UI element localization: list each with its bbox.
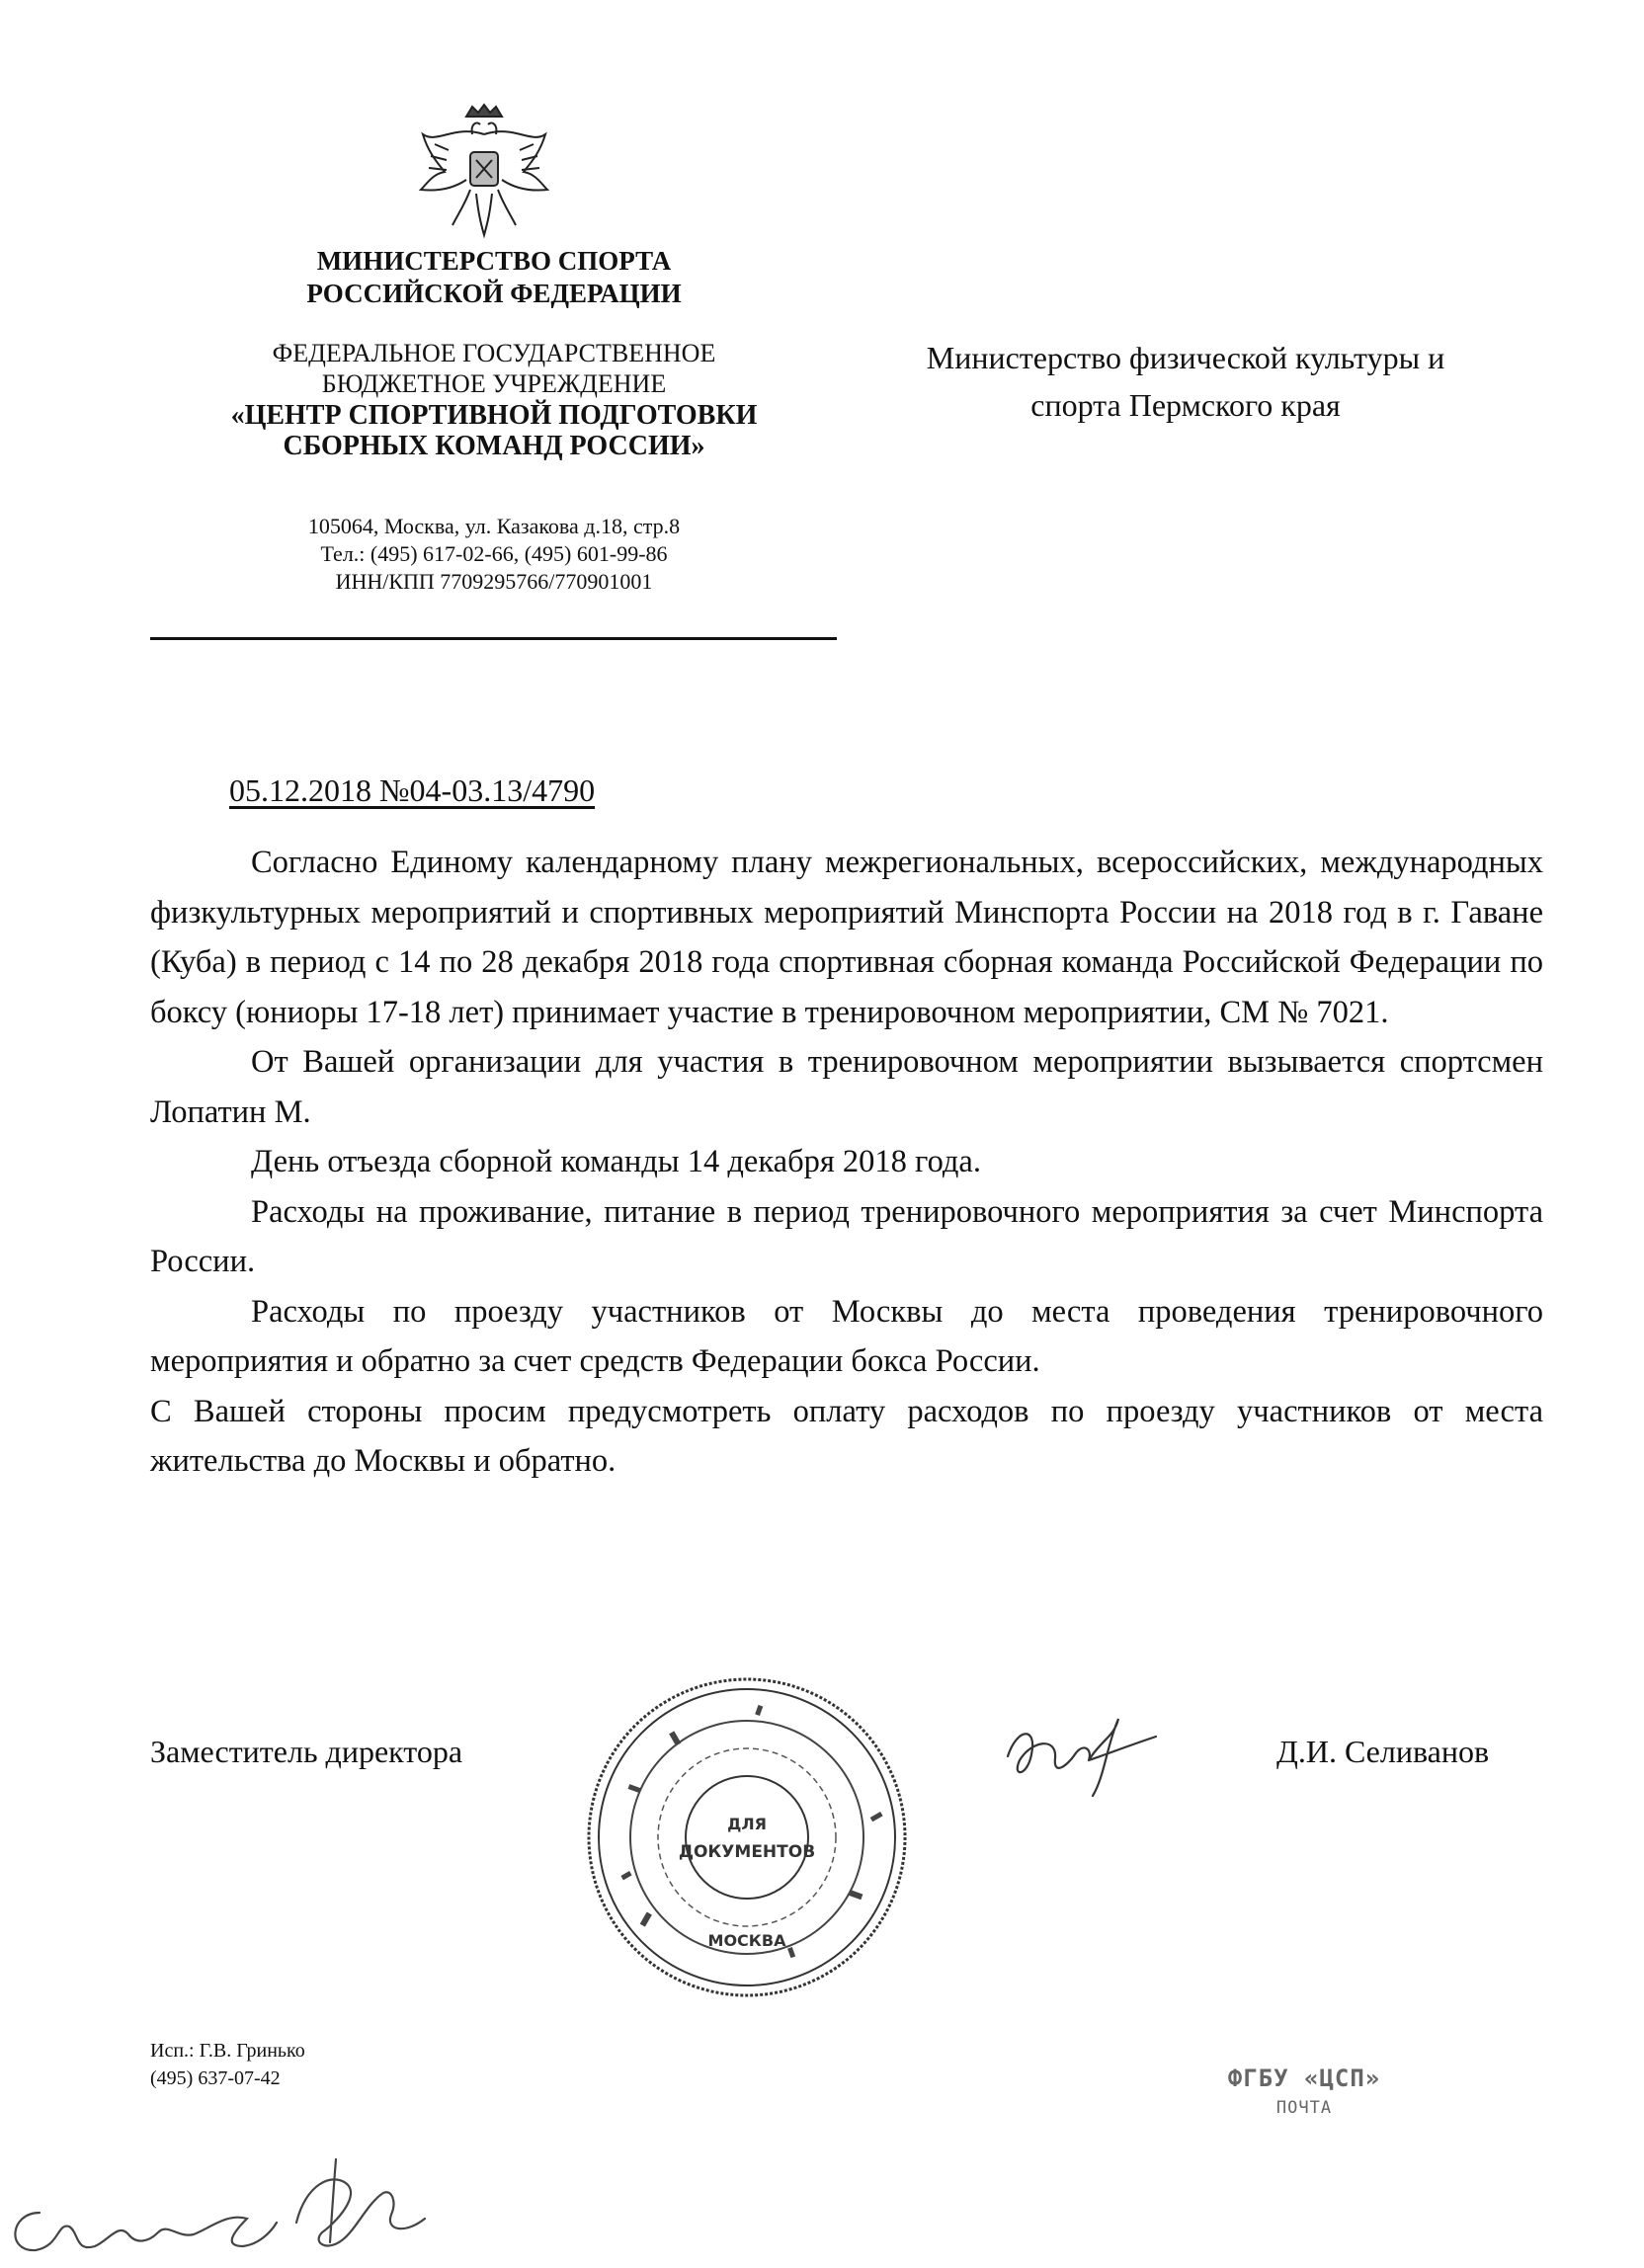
post-stamp-line-1: ФГБУ «ЦСП» (1227, 2065, 1381, 2092)
handwritten-signature (998, 1697, 1166, 1806)
executor-info (150, 2037, 305, 2092)
addressee-line-2: спорта Пермского края (1030, 387, 1341, 423)
ministry-name (148, 245, 840, 310)
post-stamp-line-2: ПОЧТА (1275, 2098, 1333, 2118)
signatory-title: Заместитель директора (150, 1734, 463, 1769)
post-office-stamp (1166, 2065, 1442, 2118)
signatory-name: Д.И. Селиванов (1276, 1734, 1490, 1769)
body-paragraph: Расходы по проезду участников от Москвы до места проведения тренировочного мероприятия и обратно за счет средств Федерации бокса России. (150, 1293, 1543, 1379)
body-paragraph: Согласно Единому календарному плану межрегиональных, всероссийских, международных физкультурных мероприятий и спортивных мероприятий Минспорта России на 2018 год в г. Гаване (Куба) в период с 14 по 28 декабря 2018 года спортивная сборная команда Российской Федерации по боксу (юниоры 17-18 лет) принимает участие в тренировочном мероприятии, СМ № 7021. (150, 845, 1543, 1030)
handwritten-annotation (0, 2144, 454, 2268)
institution-title-line-2: СБОРНЫХ КОМАНД РОССИИ» (283, 431, 705, 461)
institution-title-line-1: «ЦЕНТР СПОРТИВНОЙ ПОДГОТОВКИ (230, 400, 758, 431)
official-seal-stamp (579, 1669, 915, 2005)
institution-line-2: БЮДЖЕТНОЕ УЧРЕЖДЕНИЕ (321, 369, 667, 398)
ministry-line-2: РОССИЙСКОЙ ФЕДЕРАЦИИ (306, 279, 682, 308)
seal-inner-line-2: ДОКУМЕНТОВ (678, 1842, 816, 1862)
body-paragraph: День отъезда сборной команды 14 декабря 2018 года. (251, 1144, 981, 1179)
institution-address: 105064, Москва, ул. Казакова д.18, стр.8 (307, 514, 681, 538)
body-paragraph: Расходы на проживание, питание в период тренировочного мероприятия за счет Минспорта России. (150, 1193, 1543, 1279)
executor-name: Исп.: Г.В. Гринько (150, 2040, 305, 2062)
coat-of-arms-emblem-icon (415, 95, 553, 243)
letter-body (150, 838, 1543, 1487)
institution-name (148, 338, 840, 460)
document-reference: 05.12.2018 №04-03.13/4790 (229, 772, 596, 808)
letterhead-divider (150, 637, 837, 640)
institution-inn: ИНН/КПП 7709295766/770901001 (335, 569, 653, 594)
addressee-line-1: Министерство физической культуры и (926, 340, 1445, 375)
body-paragraph-final: С Вашей стороны просим предусмотреть оплату расходов по проезду участников от места жительства до Москвы и обратно. (150, 1393, 1543, 1479)
executor-phone: (495) 637-07-42 (150, 2067, 281, 2089)
body-paragraph: От Вашей организации для участия в тренировочном мероприятии вызывается спортсмен Лопатин М. (150, 1044, 1543, 1130)
addressee (869, 334, 1502, 429)
seal-inner-line-1: ДЛЯ (727, 1815, 767, 1833)
institution-phone: Тел.: (495) 617-02-66, (495) 601-99-86 (320, 541, 668, 566)
institution-line-1: ФЕДЕРАЛЬНОЕ ГОСУДАРСТВЕННОЕ (272, 339, 716, 367)
ministry-line-1: МИНИСТЕРСТВО СПОРТА (316, 246, 672, 276)
institution-contacts (148, 514, 840, 597)
seal-city: МОСКВА (707, 1931, 786, 1950)
